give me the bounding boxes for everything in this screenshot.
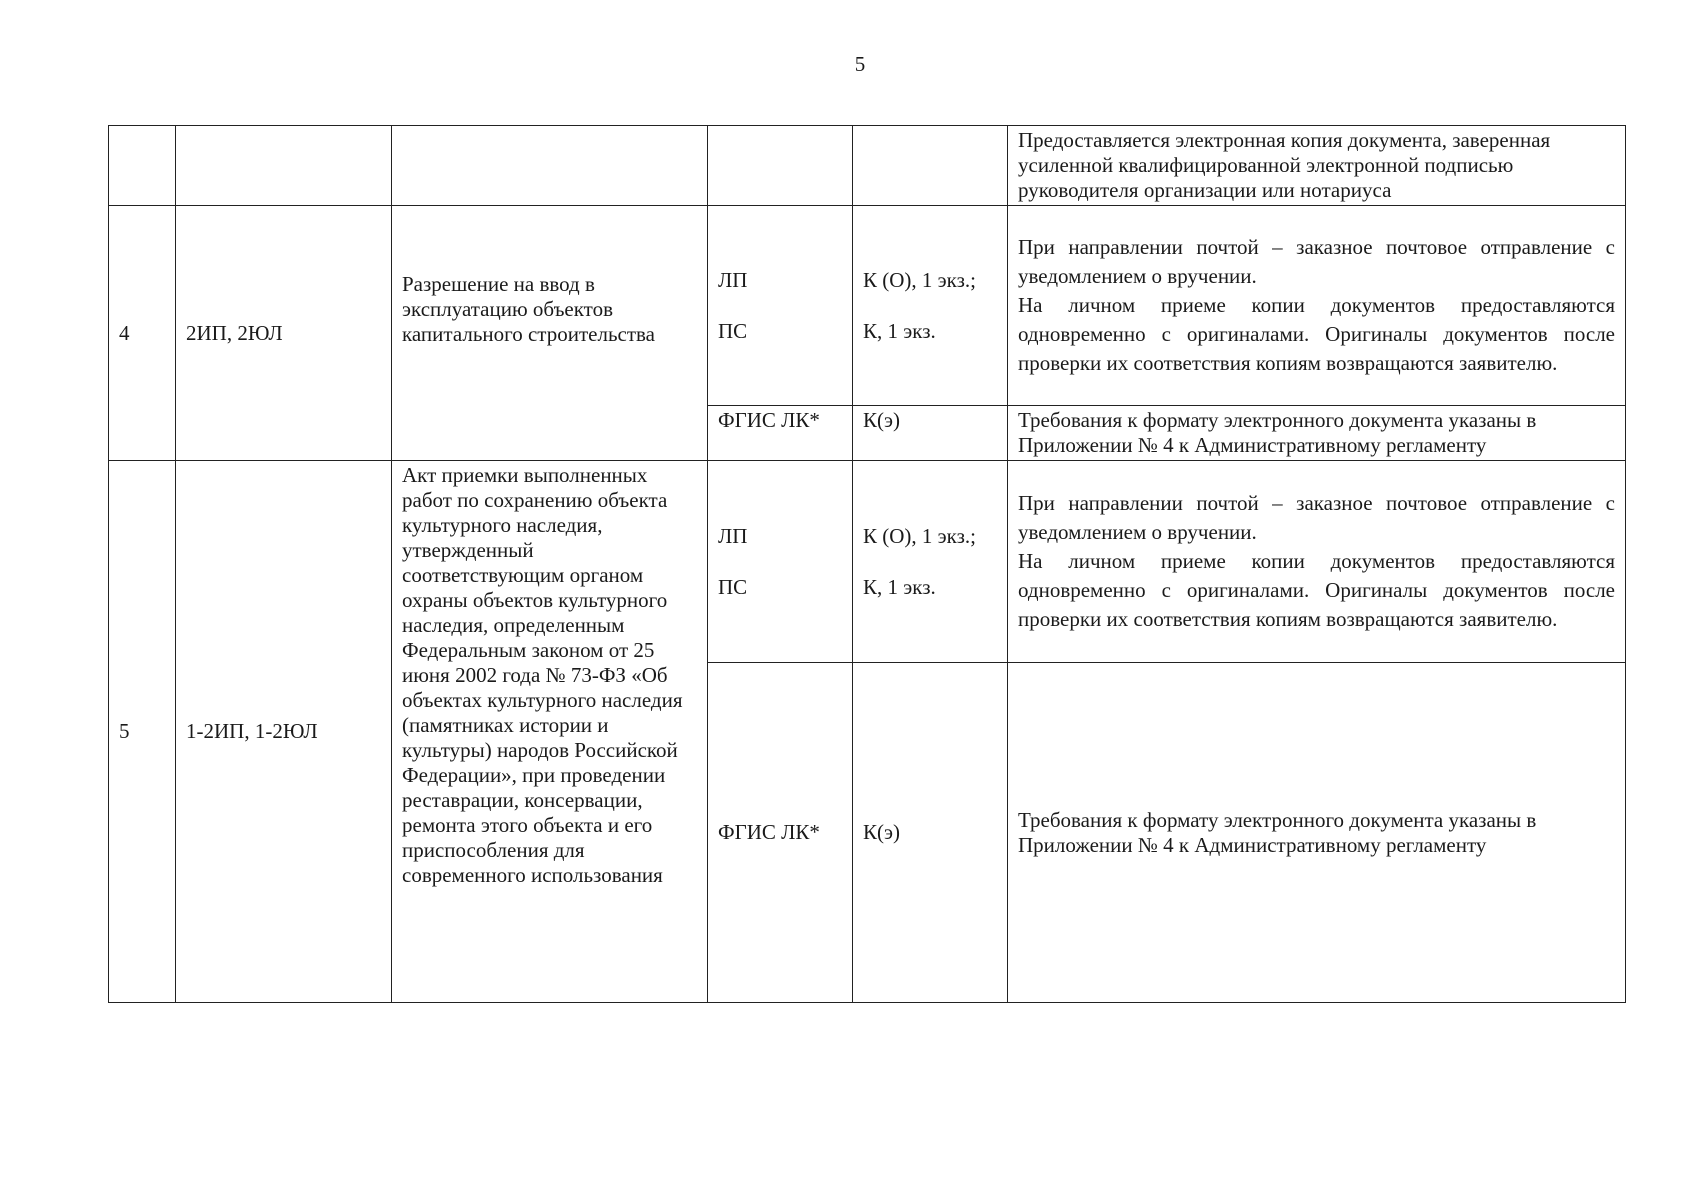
submission-method xyxy=(708,461,853,663)
row-number: 4 xyxy=(109,206,176,461)
submission-method: ФГИС ЛК* xyxy=(708,406,853,461)
document-name-text: Разрешение на ввод в эксплуатацию объектов капитального строительства xyxy=(402,271,655,346)
note-cell xyxy=(1008,126,1626,206)
note-in-person: На личном приеме копии документов предоставляются одновременно с оригиналами. Оригиналы документов после проверки их соответствия копиям возвращаются заявителю. xyxy=(1018,549,1615,631)
submission-method xyxy=(708,206,853,406)
note-cell xyxy=(1008,406,1626,461)
note-cell xyxy=(1008,206,1626,406)
document-name xyxy=(392,206,708,461)
note-electronic: Требования к формату электронного документа указаны в Приложении № 4 к Административному регламенту xyxy=(1018,807,1537,857)
method-in-person: ЛП xyxy=(718,523,748,548)
document-name xyxy=(392,461,708,1003)
note-electronic: Требования к формату электронного документа указаны в Приложении № 4 к Административному регламенту xyxy=(1018,408,1537,457)
document-form xyxy=(853,461,1008,663)
note-post: При направлении почтой – заказное почтовое отправление с уведомлением о вручении. xyxy=(1018,491,1615,544)
form-original: К (О), 1 экз.; xyxy=(863,523,976,548)
applicant-category: 2ИП, 2ЮЛ xyxy=(176,206,392,461)
cell-empty xyxy=(708,126,853,206)
note-text: Предоставляется электронная копия документа, заверенная усиленной квалифицированной электронной подписью руководителя организации или нотариуса xyxy=(1018,128,1551,202)
note-post: При направлении почтой – заказное почтовое отправление с уведомлением о вручении. xyxy=(1018,235,1615,288)
document-form: К(э) xyxy=(853,406,1008,461)
table-row-continuation xyxy=(109,126,1626,206)
cell-empty xyxy=(176,126,392,206)
document-form: К(э) xyxy=(853,663,1008,1003)
cell-empty xyxy=(853,126,1008,206)
form-copy: К, 1 экз. xyxy=(863,574,936,599)
document-name-text: Акт приемки выполненных работ по сохранению объекта культурного наследия, утвержденный соответствующим органом охраны объектов культурного наследия, определенным Федеральным законом от 25 июня 2002 года № 73-ФЗ «Об объектах культурного наследия (памятниках истории и культуры) народов Российской Федерации», при проведении реставрации, консервации, ремонта этого объекта и его приспособления для современного использования xyxy=(402,463,683,887)
note-cell xyxy=(1008,461,1626,663)
requirements-table xyxy=(108,125,1626,1003)
table-row xyxy=(109,461,1626,663)
method-post: ПС xyxy=(718,318,748,343)
form-original: К (О), 1 экз.; xyxy=(863,267,976,292)
form-copy: К, 1 экз. xyxy=(863,318,936,343)
cell-empty xyxy=(109,126,176,206)
document-form xyxy=(853,206,1008,406)
submission-method: ФГИС ЛК* xyxy=(708,663,853,1003)
note-cell xyxy=(1008,663,1626,1003)
method-post: ПС xyxy=(718,574,748,599)
table-row xyxy=(109,206,1626,406)
method-in-person: ЛП xyxy=(718,267,748,292)
page-number: 5 xyxy=(854,52,866,76)
cell-empty xyxy=(392,126,708,206)
note-in-person: На личном приеме копии документов предоставляются одновременно с оригиналами. Оригиналы документов после проверки их соответствия копиям возвращаются заявителю. xyxy=(1018,293,1615,375)
row-number: 5 xyxy=(109,461,176,1003)
applicant-category: 1-2ИП, 1-2ЮЛ xyxy=(176,461,392,1003)
